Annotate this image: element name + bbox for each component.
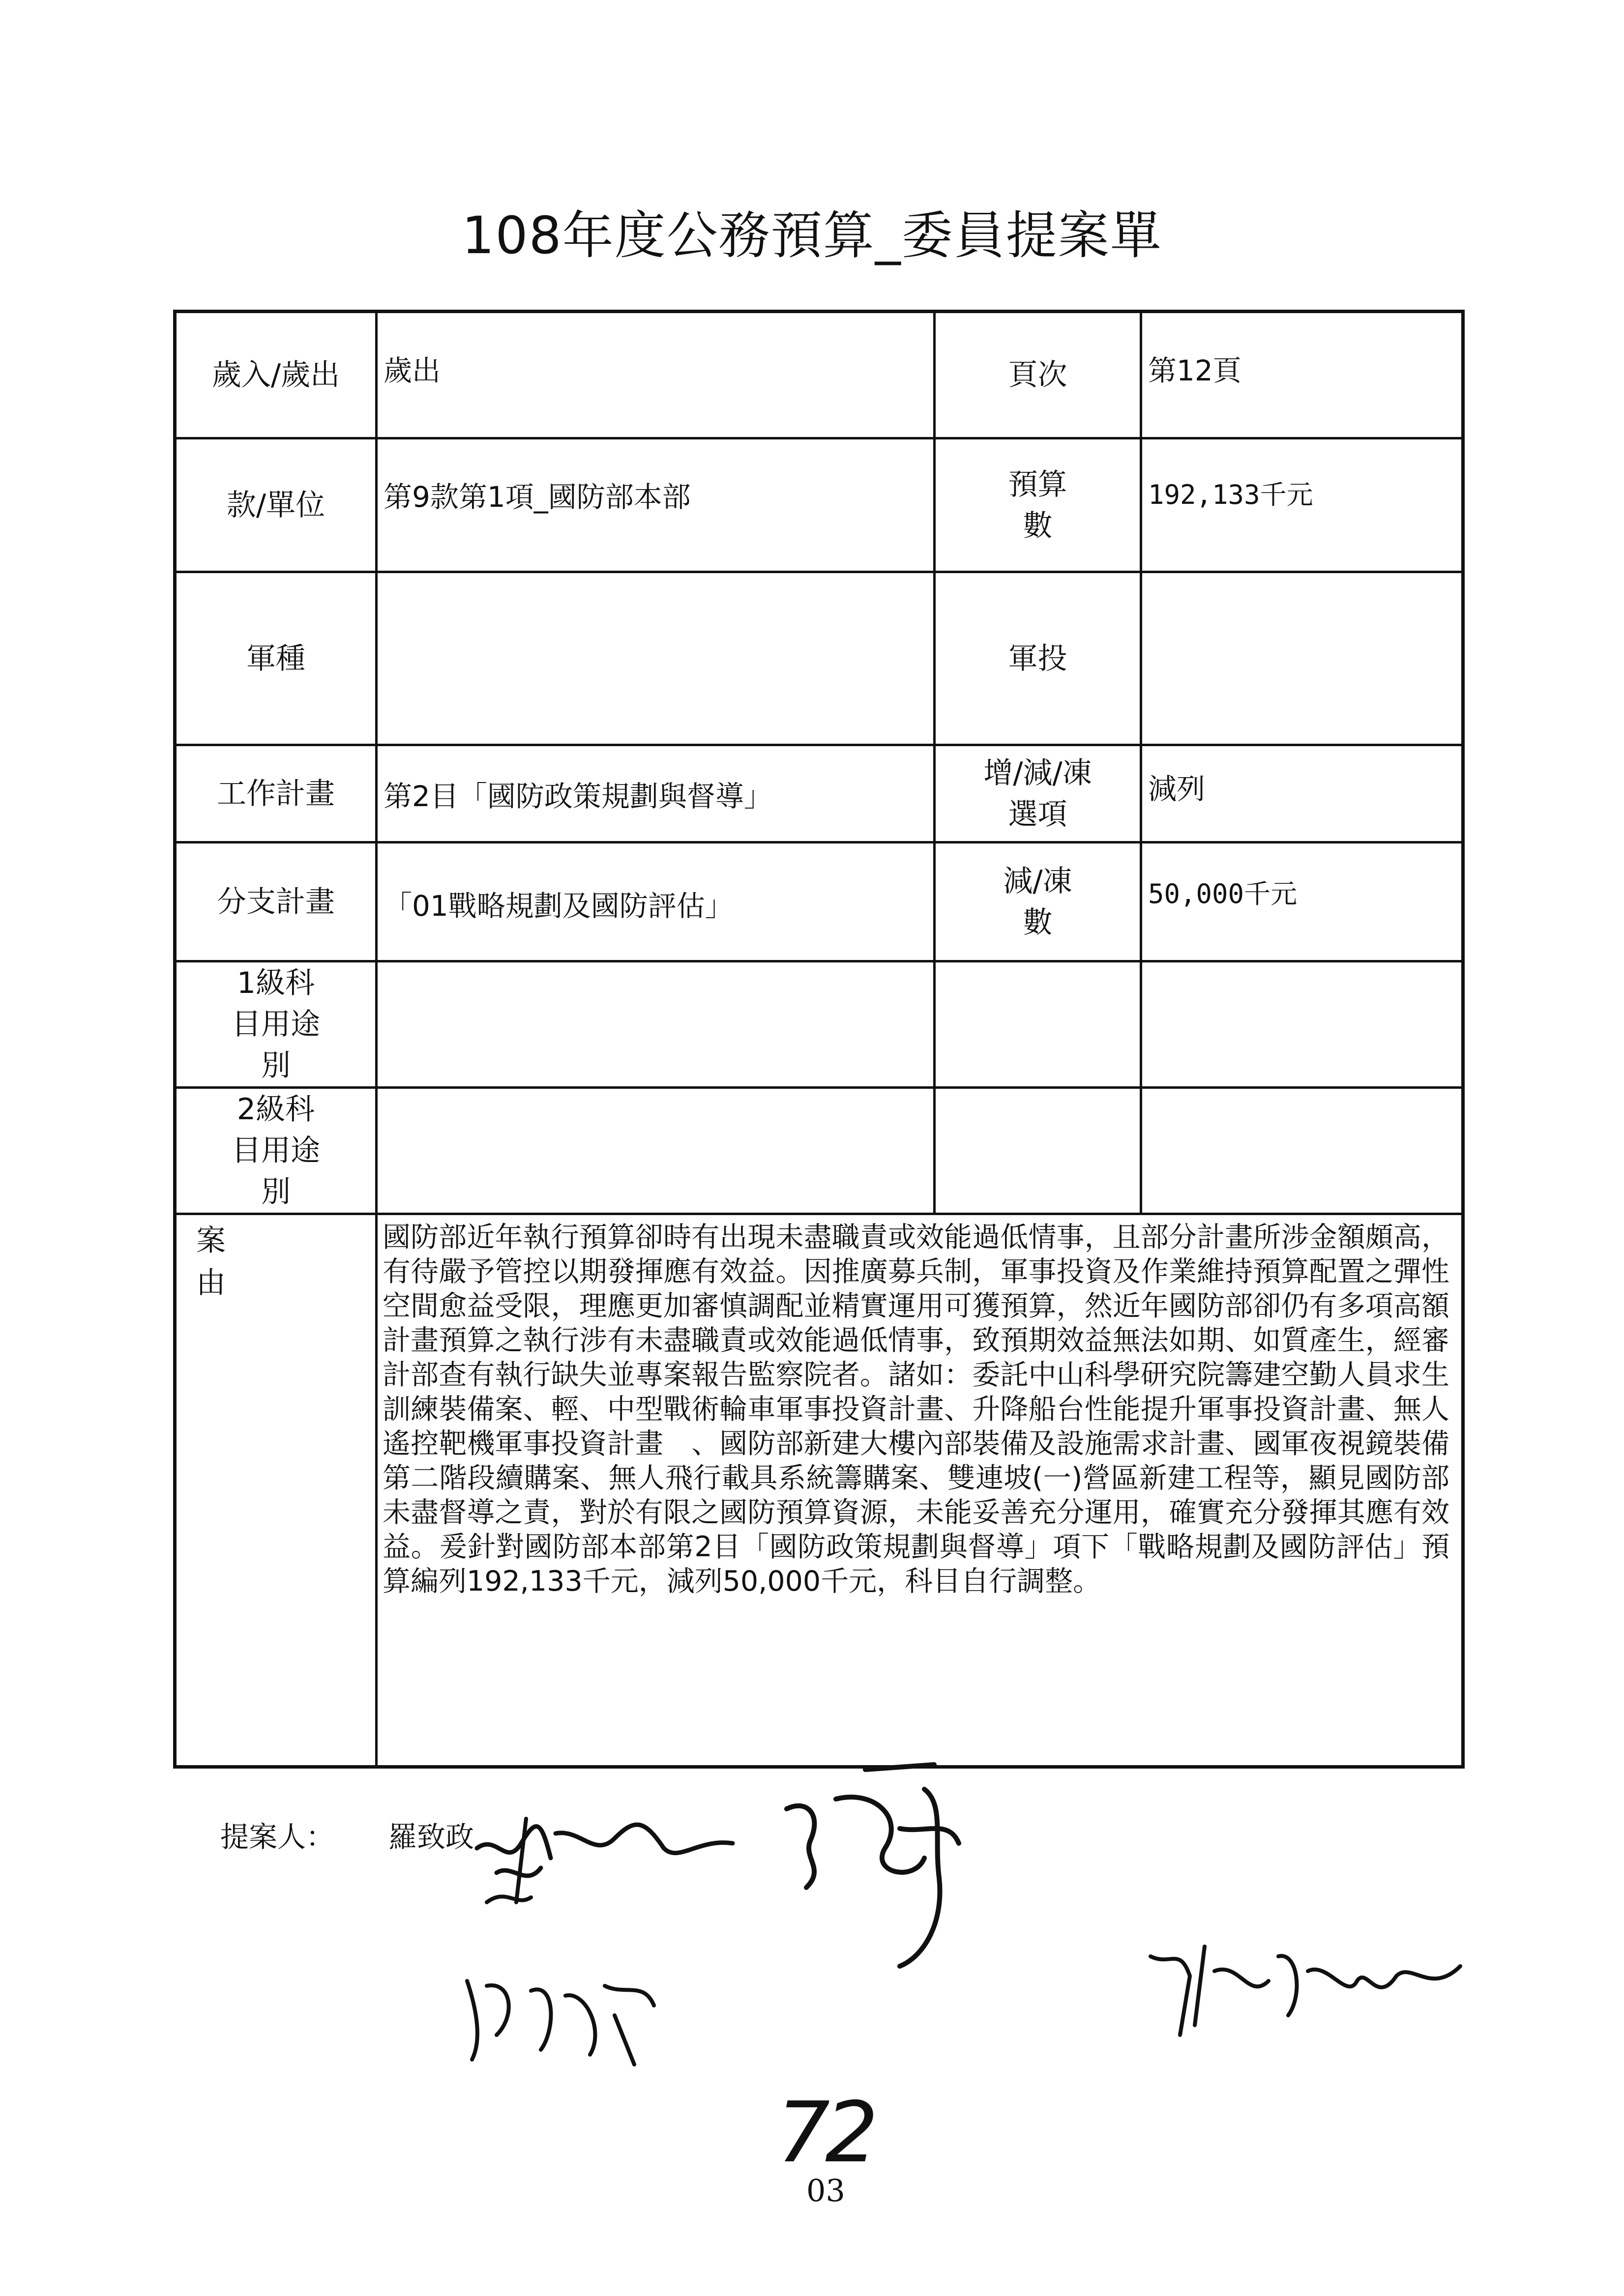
section-unit-label: 款/單位 bbox=[175, 438, 377, 572]
level2-value bbox=[377, 1088, 935, 1214]
sub-plan-label: 分支計畫 bbox=[175, 843, 377, 961]
action-option-label bbox=[935, 745, 1141, 843]
signature-3 bbox=[1141, 1927, 1465, 2045]
budget-amount-value: 192,133千元 bbox=[1141, 438, 1463, 572]
reason-label bbox=[175, 1214, 377, 1767]
reduce-freeze-amount-label-text: 減/凍數 bbox=[1003, 864, 1072, 940]
signature-1 bbox=[467, 1789, 742, 1917]
form-row-section-unit bbox=[175, 438, 1463, 572]
form-row-work-plan bbox=[175, 745, 1463, 843]
form-row-reason bbox=[175, 1214, 1463, 1767]
form-row-level1 bbox=[175, 961, 1463, 1088]
action-option-label-text: 增/減/凍選項 bbox=[983, 756, 1092, 832]
level1-empty-label bbox=[935, 961, 1141, 1088]
level1-label bbox=[175, 961, 377, 1088]
handwritten-page-number: 72 bbox=[777, 2084, 874, 2181]
page-title: 108年度公務預算_委員提案單 bbox=[462, 205, 1162, 265]
proposer-name: 羅致政 bbox=[388, 1820, 474, 1854]
level1-empty-value bbox=[1141, 961, 1463, 1088]
military-branch-value bbox=[377, 572, 935, 745]
reduce-freeze-amount-label bbox=[935, 843, 1141, 961]
form-row-military bbox=[175, 572, 1463, 745]
form-row-sub-plan bbox=[175, 843, 1463, 961]
reduce-freeze-amount-value: 50,000千元 bbox=[1141, 843, 1463, 961]
income-expense-label: 歲入/歲出 bbox=[175, 312, 377, 438]
income-expense-value: 歲出 bbox=[377, 312, 935, 438]
work-plan-label: 工作計畫 bbox=[175, 745, 377, 843]
level1-label-text: 1級科目用途別 bbox=[232, 966, 320, 1083]
proposal-form-table bbox=[173, 310, 1465, 1769]
budget-amount-label bbox=[935, 438, 1141, 572]
military-investment-label: 軍投 bbox=[935, 572, 1141, 745]
page-number: 03 bbox=[806, 2173, 845, 2209]
proposer-label: 提案人： bbox=[220, 1820, 335, 1854]
sub-plan-value: 「01戰略規劃及國防評估」 bbox=[377, 843, 935, 961]
level2-label bbox=[175, 1088, 377, 1214]
level1-value bbox=[377, 961, 935, 1088]
level2-label-text: 2級科目用途別 bbox=[232, 1092, 320, 1209]
signature-2 bbox=[777, 1760, 1003, 1986]
page-label: 頁次 bbox=[935, 312, 1141, 438]
section-unit-value: 第9款第1項_國防部本部 bbox=[377, 438, 935, 572]
reason-text: 國防部近年執行預算卻時有出現未盡職責或效能過低情事，且部分計畫所涉金額頗高，有待嚴予管控以期發揮應有效益。因推廣募兵制，軍事投資及作業維持預算配置之彈性空間愈益受限，理應更加審慎調配並精實運用可獲預算，然近年國防部卻仍有多項高額計畫預算之執行涉有未盡職責或效能過低情事，致預期效益無法如期、如質產生，經審計部查有執行缺失並專案報告監察院者。諸如：委託中山科學研究院籌建空勤人員求生訓練裝備案、輕、中型戰術輪車軍事投資計畫、升降船台性能提升軍事投資計畫、無人遙控靶機軍事投資計畫 、國防部新建大樓內部裝備及設施需求計畫、國軍夜視鏡裝備第二階段續購案、無人飛行載具系統籌購案、雙連坡(一)營區新建工程等，顯見國防部未盡督導之責，對於有限之國防預算資源，未能妥善充分運用，確實充分發揮其應有效益。爰針對國防部本部第2目「國防政策規劃與督導」項下「戰略規劃及國防評估」預算編列192,133千元，減列50,000千元，科目自行調整。 bbox=[377, 1214, 1463, 1767]
form-row-level2 bbox=[175, 1088, 1463, 1214]
level2-empty-label bbox=[935, 1088, 1141, 1214]
form-row-income-expense bbox=[175, 312, 1463, 438]
budget-amount-label-text: 預算數 bbox=[1008, 467, 1067, 543]
page-value: 第12頁 bbox=[1141, 312, 1463, 438]
military-investment-value bbox=[1141, 572, 1463, 745]
military-branch-label: 軍種 bbox=[175, 572, 377, 745]
action-option-value: 減列 bbox=[1141, 745, 1463, 843]
signature-4 bbox=[457, 1961, 664, 2069]
level2-empty-value bbox=[1141, 1088, 1463, 1214]
reason-label-text: 案由 bbox=[196, 1223, 299, 1300]
work-plan-value: 第2目「國防政策規劃與督導」 bbox=[377, 745, 935, 843]
